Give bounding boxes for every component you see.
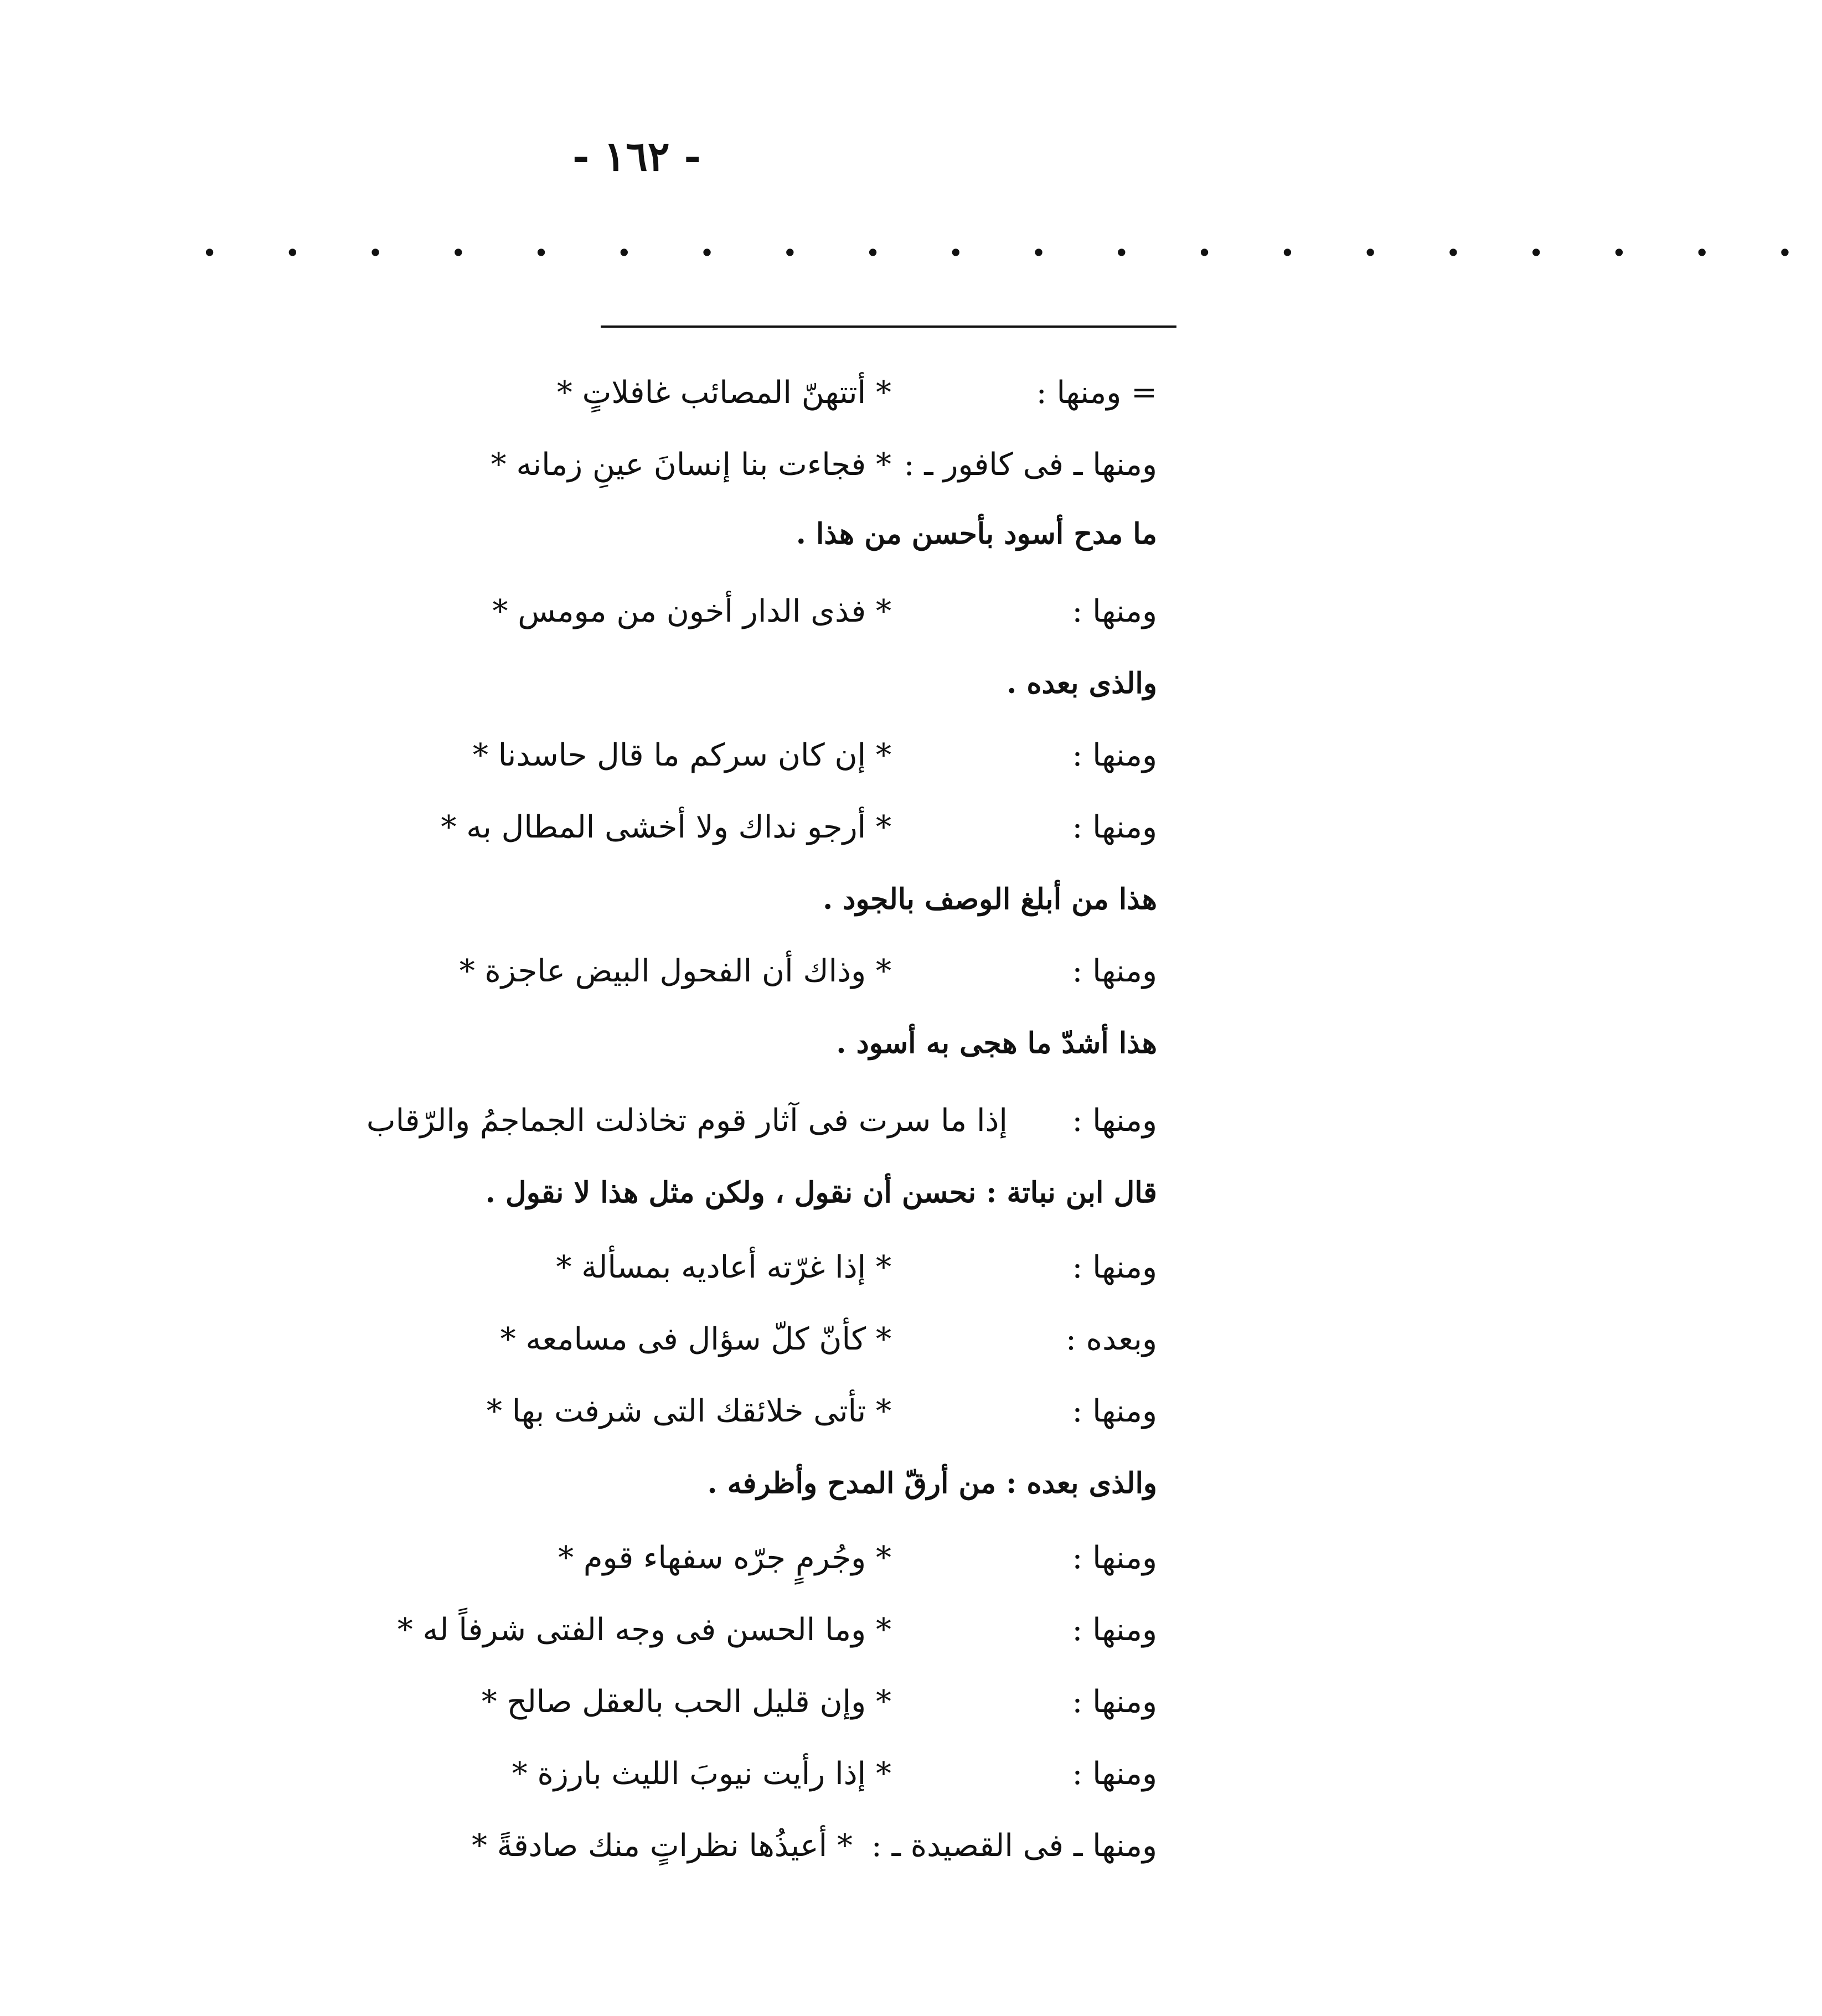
line-label: ومنها :	[1072, 953, 1157, 989]
verse-line	[216, 1237, 1157, 1298]
commentary-text: هذا من أبلغ الوصف بالجود .	[823, 882, 1157, 916]
line-label: ومنها ـ فى القصيدة ـ :	[871, 1828, 1157, 1864]
verse-line	[216, 725, 1157, 786]
line-label: ومنها :	[1072, 1393, 1157, 1429]
commentary-line	[216, 1453, 1157, 1514]
verse-line	[216, 1381, 1157, 1442]
verse-text: * إذا رأيت نيوبَ الليث بارزة *	[512, 1756, 891, 1792]
page-number: - ١٦٢ -	[572, 133, 701, 180]
verse-text: * وإن قليل الحب بالعقل صالح *	[481, 1684, 891, 1720]
commentary-line	[216, 1013, 1157, 1074]
line-label: وبعده :	[1065, 1321, 1157, 1357]
verse-line	[105, 1090, 1157, 1151]
verse-line	[216, 1672, 1157, 1733]
verse-text: * أرجو نداك ولا أخشى المطال به *	[441, 809, 891, 845]
verse-text: إذا ما سرت فى آثار قوم تخاذلت الجماجمُ والرّقاب	[366, 1103, 1008, 1139]
verse-line	[216, 363, 1157, 423]
omission-dots: • • • • • • • • • • • • • • • • • • • •	[202, 238, 1822, 268]
section-divider	[601, 325, 1176, 328]
verse-text: * فذى الدار أخون من مومس *	[492, 593, 891, 629]
commentary-text: هذا أشدّ ما هجى به أسود .	[836, 1026, 1157, 1060]
verse-text: * كأنّ كلّ سؤال فى مسامعه *	[500, 1321, 891, 1357]
verse-text: * وجُرمٍ جرّه سفهاء قوم *	[558, 1540, 891, 1576]
line-label: ومنها :	[1072, 1249, 1157, 1285]
verse-line	[216, 1744, 1157, 1805]
verse-line	[216, 1528, 1157, 1589]
verse-text: * وما الحسن فى وجه الفتى شرفاً له *	[397, 1612, 891, 1648]
verse-text: * أعيذُها نظراتٍ منك صادقةً *	[472, 1828, 853, 1864]
line-label: ومنها :	[1072, 1103, 1157, 1139]
line-label: ومنها :	[1072, 1756, 1157, 1792]
commentary-line	[216, 869, 1157, 930]
verse-line	[216, 435, 1157, 495]
verse-line	[216, 1600, 1157, 1661]
line-label: ومنها :	[1072, 809, 1157, 845]
verse-line	[216, 581, 1157, 642]
line-label: = ومنها :	[1036, 375, 1157, 411]
verse-line	[216, 941, 1157, 1002]
line-label: ومنها :	[1072, 737, 1157, 773]
commentary-text: ما مدح أسود بأحسن من هذا .	[796, 517, 1157, 551]
verse-text: * إذا غرّته أعاديه بمسألة *	[556, 1249, 891, 1285]
verse-text: * وذاك أن الفحول البيض عاجزة *	[459, 953, 891, 989]
commentary-line	[216, 504, 1157, 565]
line-label: ومنها :	[1072, 1612, 1157, 1648]
commentary-line	[216, 653, 1157, 714]
verse-line	[216, 1816, 1157, 1877]
verse-text: * إن كان سركم ما قال حاسدنا *	[472, 737, 891, 773]
commentary-text: والذى بعده : من أرقّ المدح وأظرفه .	[707, 1466, 1157, 1500]
commentary-text: والذى بعده .	[1007, 666, 1157, 700]
line-label: ومنها :	[1072, 593, 1157, 629]
verse-text: * تأتى خلائقك التى شرفت بها *	[486, 1393, 891, 1429]
line-label: ومنها :	[1072, 1684, 1157, 1720]
verse-line	[216, 797, 1157, 858]
commentary-text: قال ابن نباتة : نحسن أن نقول ، ولكن مثل هذا لا نقول .	[485, 1176, 1157, 1209]
line-label: ومنها :	[1072, 1540, 1157, 1576]
verse-text: * فجاءت بنا إنسانَ عينِ زمانه *	[491, 447, 891, 483]
verse-line	[216, 1309, 1157, 1370]
commentary-line	[216, 1162, 1157, 1223]
verse-text: * أتتهنّ المصائب غافلاتٍ *	[556, 375, 891, 411]
line-label: ومنها ـ فى كافور ـ :	[904, 447, 1157, 483]
